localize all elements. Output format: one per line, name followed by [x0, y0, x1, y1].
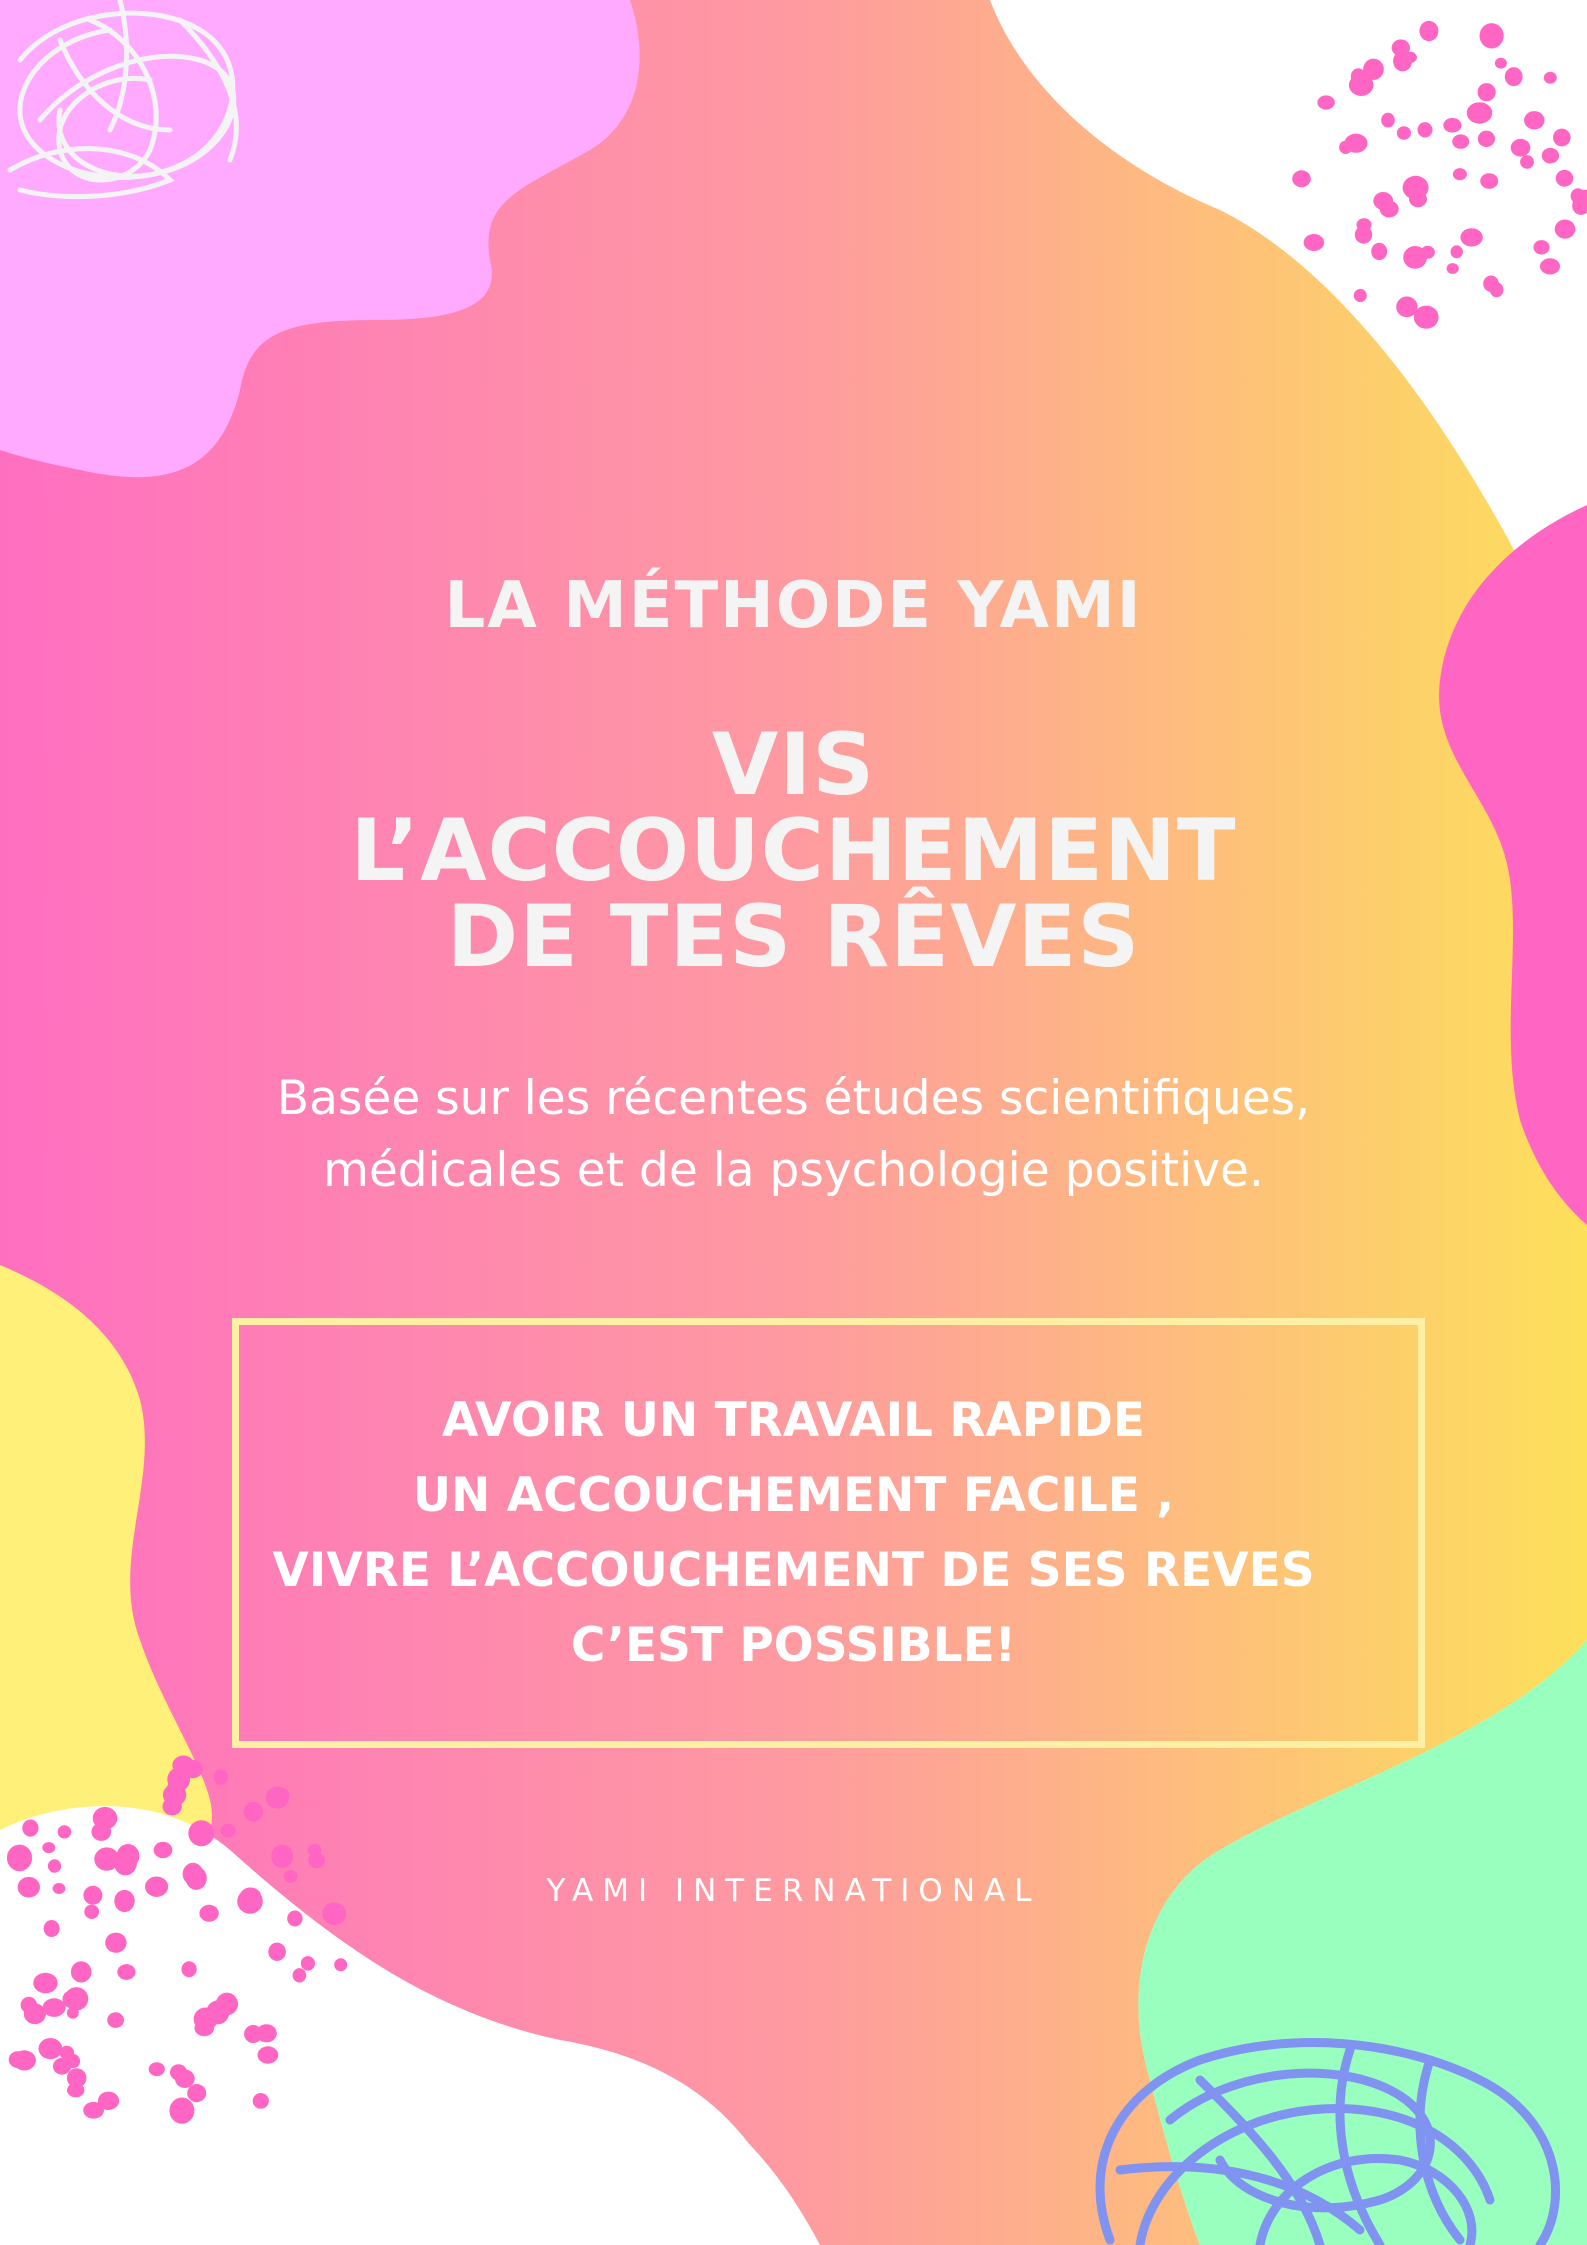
promo-line-2: UN ACCOUCHEMENT FACILE ,	[412, 1468, 1175, 1523]
pink-dot	[266, 1787, 289, 1809]
pink-dot	[1451, 245, 1463, 258]
pink-dot	[13, 2050, 36, 2070]
pink-dot	[1317, 95, 1334, 109]
pink-dot	[154, 1842, 173, 1858]
pink-dot	[301, 1956, 315, 1971]
pink-dot	[293, 1968, 307, 1982]
pink-dot	[22, 1820, 38, 1837]
pink-dot	[258, 2046, 279, 2063]
pink-dot	[172, 1756, 194, 1775]
pink-dot	[188, 1820, 214, 1846]
pink-dot	[67, 2068, 87, 2088]
pink-dot	[1524, 111, 1544, 129]
headline-line-1: VIS	[711, 715, 876, 815]
pink-dot	[1553, 129, 1571, 147]
pink-dot	[117, 1844, 140, 1868]
promo-line-1: AVOIR UN TRAVAIL RAPIDE	[441, 1393, 1145, 1448]
pink-dot	[1467, 102, 1493, 123]
pink-dot	[1419, 21, 1438, 41]
pink-dot	[1354, 289, 1367, 302]
pink-dot	[1460, 228, 1482, 246]
pink-dot	[117, 1964, 135, 1980]
headline-line-3: DE TES RÊVES	[446, 887, 1141, 987]
promo-line-3: VIVRE L’ACCOUCHEMENT DE SES REVES	[272, 1543, 1315, 1598]
pink-dot	[253, 2093, 269, 2109]
pink-dot	[24, 2003, 46, 2024]
pink-dot	[308, 1853, 325, 1869]
pink-dot	[1357, 218, 1372, 231]
pink-dot	[220, 1824, 235, 1838]
pink-dot	[1505, 67, 1523, 86]
pink-dot	[1381, 113, 1395, 128]
pink-dot	[1304, 234, 1325, 251]
promo-text	[0, 1383, 1587, 1683]
pink-dot	[91, 1823, 111, 1841]
pink-dot	[1345, 134, 1368, 153]
pink-dot	[1511, 139, 1531, 157]
pink-dot	[1443, 118, 1461, 133]
pink-dot	[71, 1961, 92, 1982]
pink-dot	[1414, 306, 1439, 329]
pink-dot	[53, 2058, 71, 2075]
pink-dot	[1520, 155, 1534, 169]
subtitle-line-2: médicales et de la psychologie positive.	[323, 1143, 1264, 1198]
pink-dot	[169, 2098, 194, 2124]
pink-dot	[105, 1933, 126, 1953]
pink-dot	[1542, 148, 1559, 164]
pink-dot	[1363, 59, 1384, 80]
subtitle-line-1: Basée sur les récentes études scientifiques,	[276, 1071, 1311, 1126]
pink-dot	[149, 2062, 165, 2076]
pink-dot	[268, 1943, 286, 1961]
pink-dot	[1373, 192, 1393, 210]
pink-dot	[44, 1920, 60, 1937]
pink-dot	[1533, 240, 1549, 254]
pink-dot	[1556, 170, 1574, 187]
pink-dot	[244, 2025, 262, 2043]
brand-name: YAMI INTERNATIONAL	[546, 1873, 1041, 1909]
pink-dot	[107, 2012, 124, 2028]
pink-dot	[94, 1847, 119, 1870]
pink-dot	[1403, 246, 1427, 269]
pink-dot	[1555, 220, 1576, 239]
pink-dot	[1292, 170, 1311, 187]
headline	[0, 715, 1587, 987]
pink-dot	[170, 2064, 187, 2080]
pink-dot	[33, 1973, 57, 1994]
pink-dot	[1480, 173, 1498, 189]
pink-dot	[1397, 126, 1411, 139]
pink-dot	[1447, 263, 1459, 274]
pink-dot	[244, 1802, 263, 1822]
pink-dot	[1409, 191, 1427, 207]
pink-dot	[1480, 23, 1504, 48]
pink-dot	[83, 2102, 104, 2119]
pink-dot	[67, 2007, 79, 2019]
pink-dot	[1371, 243, 1387, 260]
pink-dot	[334, 1958, 347, 1971]
pink-dot	[1453, 168, 1467, 180]
pink-dot	[43, 1998, 66, 2017]
pink-dot	[58, 1825, 72, 1838]
pink-dot	[1392, 39, 1410, 56]
pink-dot	[1540, 258, 1560, 274]
promo-line-4: C’EST POSSIBLE!	[570, 1618, 1017, 1673]
pink-dot	[39, 2038, 63, 2059]
headline-line-2: L’ACCOUCHEMENT	[350, 801, 1237, 901]
pink-dot	[1478, 131, 1495, 147]
pink-dot	[206, 2000, 229, 2024]
kicker-title: LA MÉTHODE YAMI	[444, 569, 1143, 643]
pink-dot	[187, 2084, 206, 2102]
pink-dot	[287, 1911, 302, 1927]
pink-dot	[1452, 134, 1469, 148]
subtitle	[0, 1063, 1587, 1207]
pink-dot	[1544, 72, 1557, 84]
pink-dot	[182, 1961, 197, 1977]
pink-dot	[1483, 276, 1499, 292]
pink-dot	[7, 1845, 32, 1872]
pink-dot	[271, 1845, 293, 1868]
pink-dot	[1495, 58, 1507, 69]
pink-dot	[1418, 122, 1433, 137]
pink-dot	[214, 1769, 228, 1784]
pink-dot	[42, 1842, 55, 1853]
pink-dot	[1478, 83, 1496, 101]
